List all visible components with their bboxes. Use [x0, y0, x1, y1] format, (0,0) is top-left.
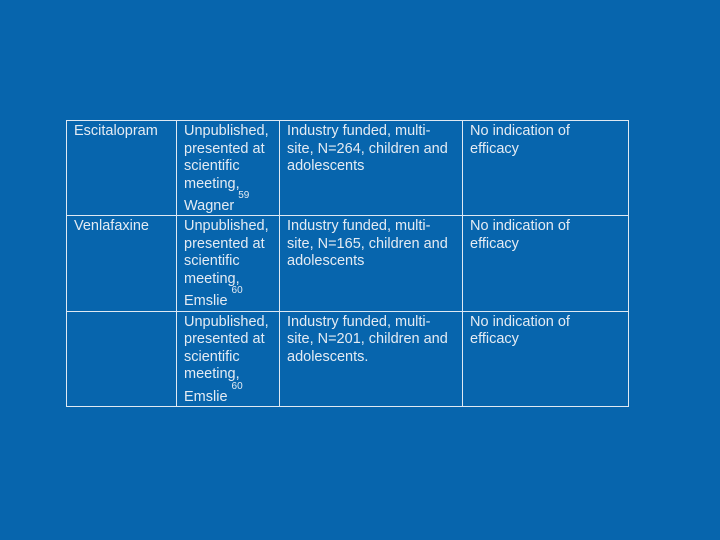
status-line: presented at	[184, 140, 265, 157]
status-cell	[177, 311, 280, 406]
status-line: meeting,	[184, 175, 240, 192]
result-line: efficacy	[470, 235, 519, 252]
table-row	[67, 216, 629, 311]
design-line: adolescents.	[287, 348, 369, 365]
design-line: Industry funded, multi-	[287, 218, 431, 235]
result-line: No indication of	[470, 123, 570, 139]
status-line: presented at	[184, 235, 265, 252]
status-line: scientific	[184, 253, 240, 270]
reference-number: 60	[231, 380, 243, 392]
design-cell	[280, 311, 463, 406]
status-cell	[177, 121, 280, 216]
status-line: scientific	[184, 158, 240, 174]
author-line	[184, 190, 273, 215]
design-line: Industry funded, multi-	[287, 123, 431, 139]
reference-number: 60	[231, 285, 243, 297]
author-name: Wagner	[184, 197, 235, 214]
design-line: site, N=264, children and	[287, 140, 448, 157]
design-line: adolescents	[287, 253, 365, 270]
author-line	[184, 285, 273, 310]
drug-name: Venlafaxine	[74, 218, 149, 235]
status-line: scientific	[184, 348, 240, 365]
design-line: site, N=165, children and	[287, 235, 448, 252]
result-line: efficacy	[470, 331, 519, 348]
design-cell	[280, 121, 463, 216]
author-name: Emslie	[184, 388, 228, 405]
result-line: No indication of	[470, 313, 570, 330]
drug-cell	[67, 311, 177, 406]
status-line: meeting,	[184, 366, 240, 383]
result-cell	[463, 216, 629, 311]
design-line: adolescents	[287, 158, 365, 174]
status-line: presented at	[184, 331, 265, 348]
result-line: efficacy	[470, 140, 519, 157]
table-row	[67, 311, 629, 406]
author-line	[184, 380, 273, 406]
status-line: Unpublished,	[184, 123, 269, 139]
design-line: Industry funded, multi-	[287, 313, 431, 330]
design-cell	[280, 216, 463, 311]
drug-cell	[67, 216, 177, 311]
reference-number: 59	[238, 190, 250, 201]
status-line: Unpublished,	[184, 218, 269, 235]
status-line: Unpublished,	[184, 313, 269, 330]
drug-cell	[67, 121, 177, 216]
result-cell	[463, 311, 629, 406]
drug-name: Escitalopram	[74, 123, 158, 139]
evidence-table	[66, 120, 629, 407]
status-cell	[177, 216, 280, 311]
status-line: meeting,	[184, 270, 240, 287]
result-cell	[463, 121, 629, 216]
table-row	[67, 121, 629, 216]
author-name: Emslie	[184, 293, 228, 310]
result-line: No indication of	[470, 218, 570, 235]
design-line: site, N=201, children and	[287, 331, 448, 348]
